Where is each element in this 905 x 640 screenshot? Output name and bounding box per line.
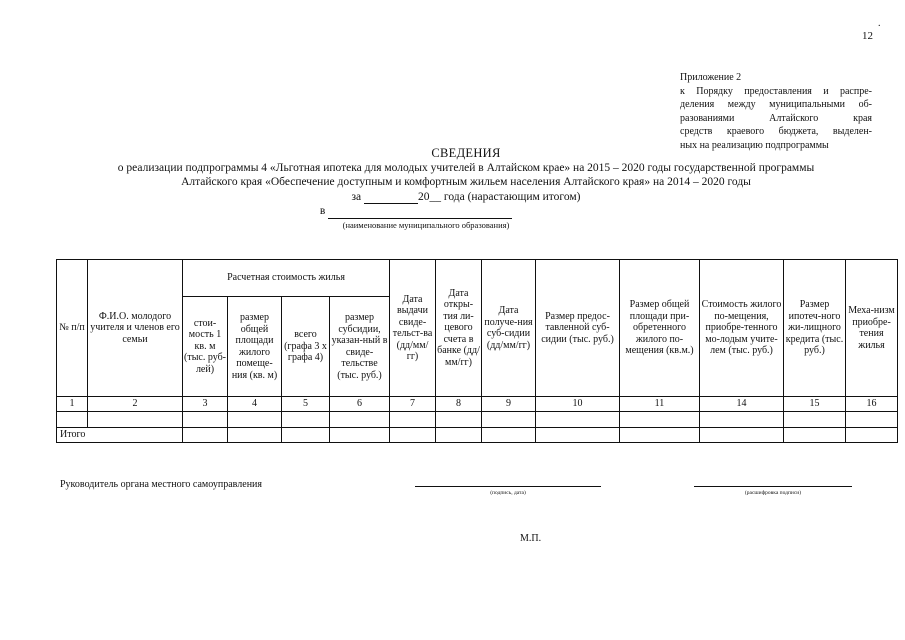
- table-cell[interactable]: [330, 412, 390, 428]
- empty-data-row: [57, 412, 898, 428]
- header-acquired-area: Размер общей площади при-обретенного жилого по-мещения (кв.м.): [620, 260, 700, 397]
- table-cell[interactable]: [183, 412, 228, 428]
- table-cell[interactable]: [282, 412, 330, 428]
- signature-line[interactable]: [415, 486, 601, 487]
- municipality-blank[interactable]: [328, 218, 512, 219]
- column-number: 9: [482, 397, 536, 412]
- column-number: 14: [700, 397, 784, 412]
- signature-decode-line[interactable]: [694, 486, 852, 487]
- document-title: СВЕДЕНИЯ: [431, 146, 501, 160]
- municipality-prefix: в: [319, 205, 326, 217]
- table-cell[interactable]: [700, 412, 784, 428]
- head-label: Руководитель органа местного самоуправления: [60, 479, 262, 490]
- subtitle-line-1: о реализации подпрограммы 4 «Льготная ипотека для молодых учителей в Алтайском крае» на 2015 – 2020 годы государственной программы: [117, 161, 815, 174]
- table-cell[interactable]: [482, 428, 536, 443]
- table-cell[interactable]: [282, 428, 330, 443]
- header-housing-cost: Стоимость жилого по-мещения, приобре-тенного мо-лодым учите-лем (тыс. руб.): [700, 260, 784, 397]
- table-cell[interactable]: [228, 412, 282, 428]
- period-prefix: за: [351, 190, 362, 203]
- column-number: 7: [390, 397, 436, 412]
- header-mechanism: Меха-низм приобре-тения жилья: [846, 260, 898, 397]
- table-cell[interactable]: [330, 428, 390, 443]
- table-cell[interactable]: [700, 428, 784, 443]
- total-row: [57, 428, 898, 443]
- table-cell[interactable]: [846, 412, 898, 428]
- header-account-date: Дата откры-тия ли-цевого счета в банке (дд/мм/гг): [436, 260, 482, 397]
- period-suffix: года (нарастающим итогом): [443, 190, 581, 203]
- total-label: Итого: [57, 428, 183, 443]
- report-table: [56, 259, 898, 443]
- column-number: 5: [282, 397, 330, 412]
- appendix-line-3: деления между муниципальными об-: [680, 99, 872, 110]
- column-number: 16: [846, 397, 898, 412]
- period-year: 20__: [418, 190, 442, 203]
- table-cell[interactable]: [436, 412, 482, 428]
- table-cell[interactable]: [620, 428, 700, 443]
- appendix-line-4: разованиями Алтайского края: [680, 112, 872, 124]
- table-cell[interactable]: [536, 412, 620, 428]
- table-cell[interactable]: [228, 428, 282, 443]
- period-line: [40, 190, 892, 205]
- column-number: 11: [620, 397, 700, 412]
- column-number: 8: [436, 397, 482, 412]
- table-cell[interactable]: [390, 412, 436, 428]
- table-cell[interactable]: [784, 412, 846, 428]
- column-number: 3: [183, 397, 228, 412]
- signature-caption: (подпись, дата): [490, 490, 526, 496]
- table-cell[interactable]: [57, 412, 88, 428]
- header-receipt-date: Дата получе-ния суб-сидии (дд/мм/гг): [482, 260, 536, 397]
- header-group-cost: Расчетная стоимость жилья: [183, 260, 390, 297]
- appendix-line-2: к Порядку предоставления и распре-: [680, 85, 872, 97]
- page-number: 12: [862, 30, 873, 42]
- table-cell[interactable]: [846, 428, 898, 443]
- table-cell[interactable]: [620, 412, 700, 428]
- table-cell[interactable]: [183, 428, 228, 443]
- table-cell[interactable]: [88, 412, 183, 428]
- municipality-line: [0, 204, 892, 219]
- header-mortgage: Размер ипотеч-ного жи-лищного кредита (тыс. руб.): [784, 260, 846, 397]
- header-fio: Ф.И.О. молодого учителя и членов его семьи: [88, 260, 183, 397]
- column-number: 10: [536, 397, 620, 412]
- subtitle-line-2: Алтайского края «Обеспечение доступным и комфортным жильем населения Алтайского края» на 2014 – 2020 годы: [181, 176, 751, 188]
- corner-dot: .: [878, 18, 881, 29]
- header-total: всего (графа 3 х графа 4): [282, 297, 330, 397]
- table-cell[interactable]: [436, 428, 482, 443]
- municipality-caption: (наименование муниципального образования): [342, 219, 510, 230]
- appendix-line-5: средств краевого бюджета, выделен-: [680, 126, 872, 137]
- header-cost-per-m: стои-мость 1 кв. м (тыс. руб-лей): [183, 297, 228, 397]
- column-number: 4: [228, 397, 282, 412]
- appendix-line-6: ных на реализацию подпрограммы: [680, 139, 829, 151]
- header-num: № п/п: [57, 260, 88, 397]
- table-cell[interactable]: [482, 412, 536, 428]
- header-provided-subsidy: Размер предос-тавленной суб-сидии (тыс. руб.): [536, 260, 620, 397]
- column-number: 1: [57, 397, 88, 412]
- table-cell[interactable]: [390, 428, 436, 443]
- header-area: размер общей площади жилого помеще-ния (кв. м): [228, 297, 282, 397]
- appendix-line-1: Приложение 2: [680, 72, 742, 83]
- header-cert-date: Дата выдачи свиде-тельст-ва (дд/мм/гг): [390, 260, 436, 397]
- header-subsidy-size: размер субсидии, указан-ный в свиде-тельстве (тыс. руб.): [330, 297, 390, 397]
- table-cell[interactable]: [784, 428, 846, 443]
- table-cell[interactable]: [536, 428, 620, 443]
- column-number: 6: [330, 397, 390, 412]
- signature-decode-caption: (расшифровка подписи): [744, 490, 802, 496]
- appendix-note: [680, 71, 872, 152]
- column-number: 2: [88, 397, 183, 412]
- column-number: 15: [784, 397, 846, 412]
- stamp-place: М.П.: [520, 533, 542, 544]
- title-block: [40, 146, 892, 231]
